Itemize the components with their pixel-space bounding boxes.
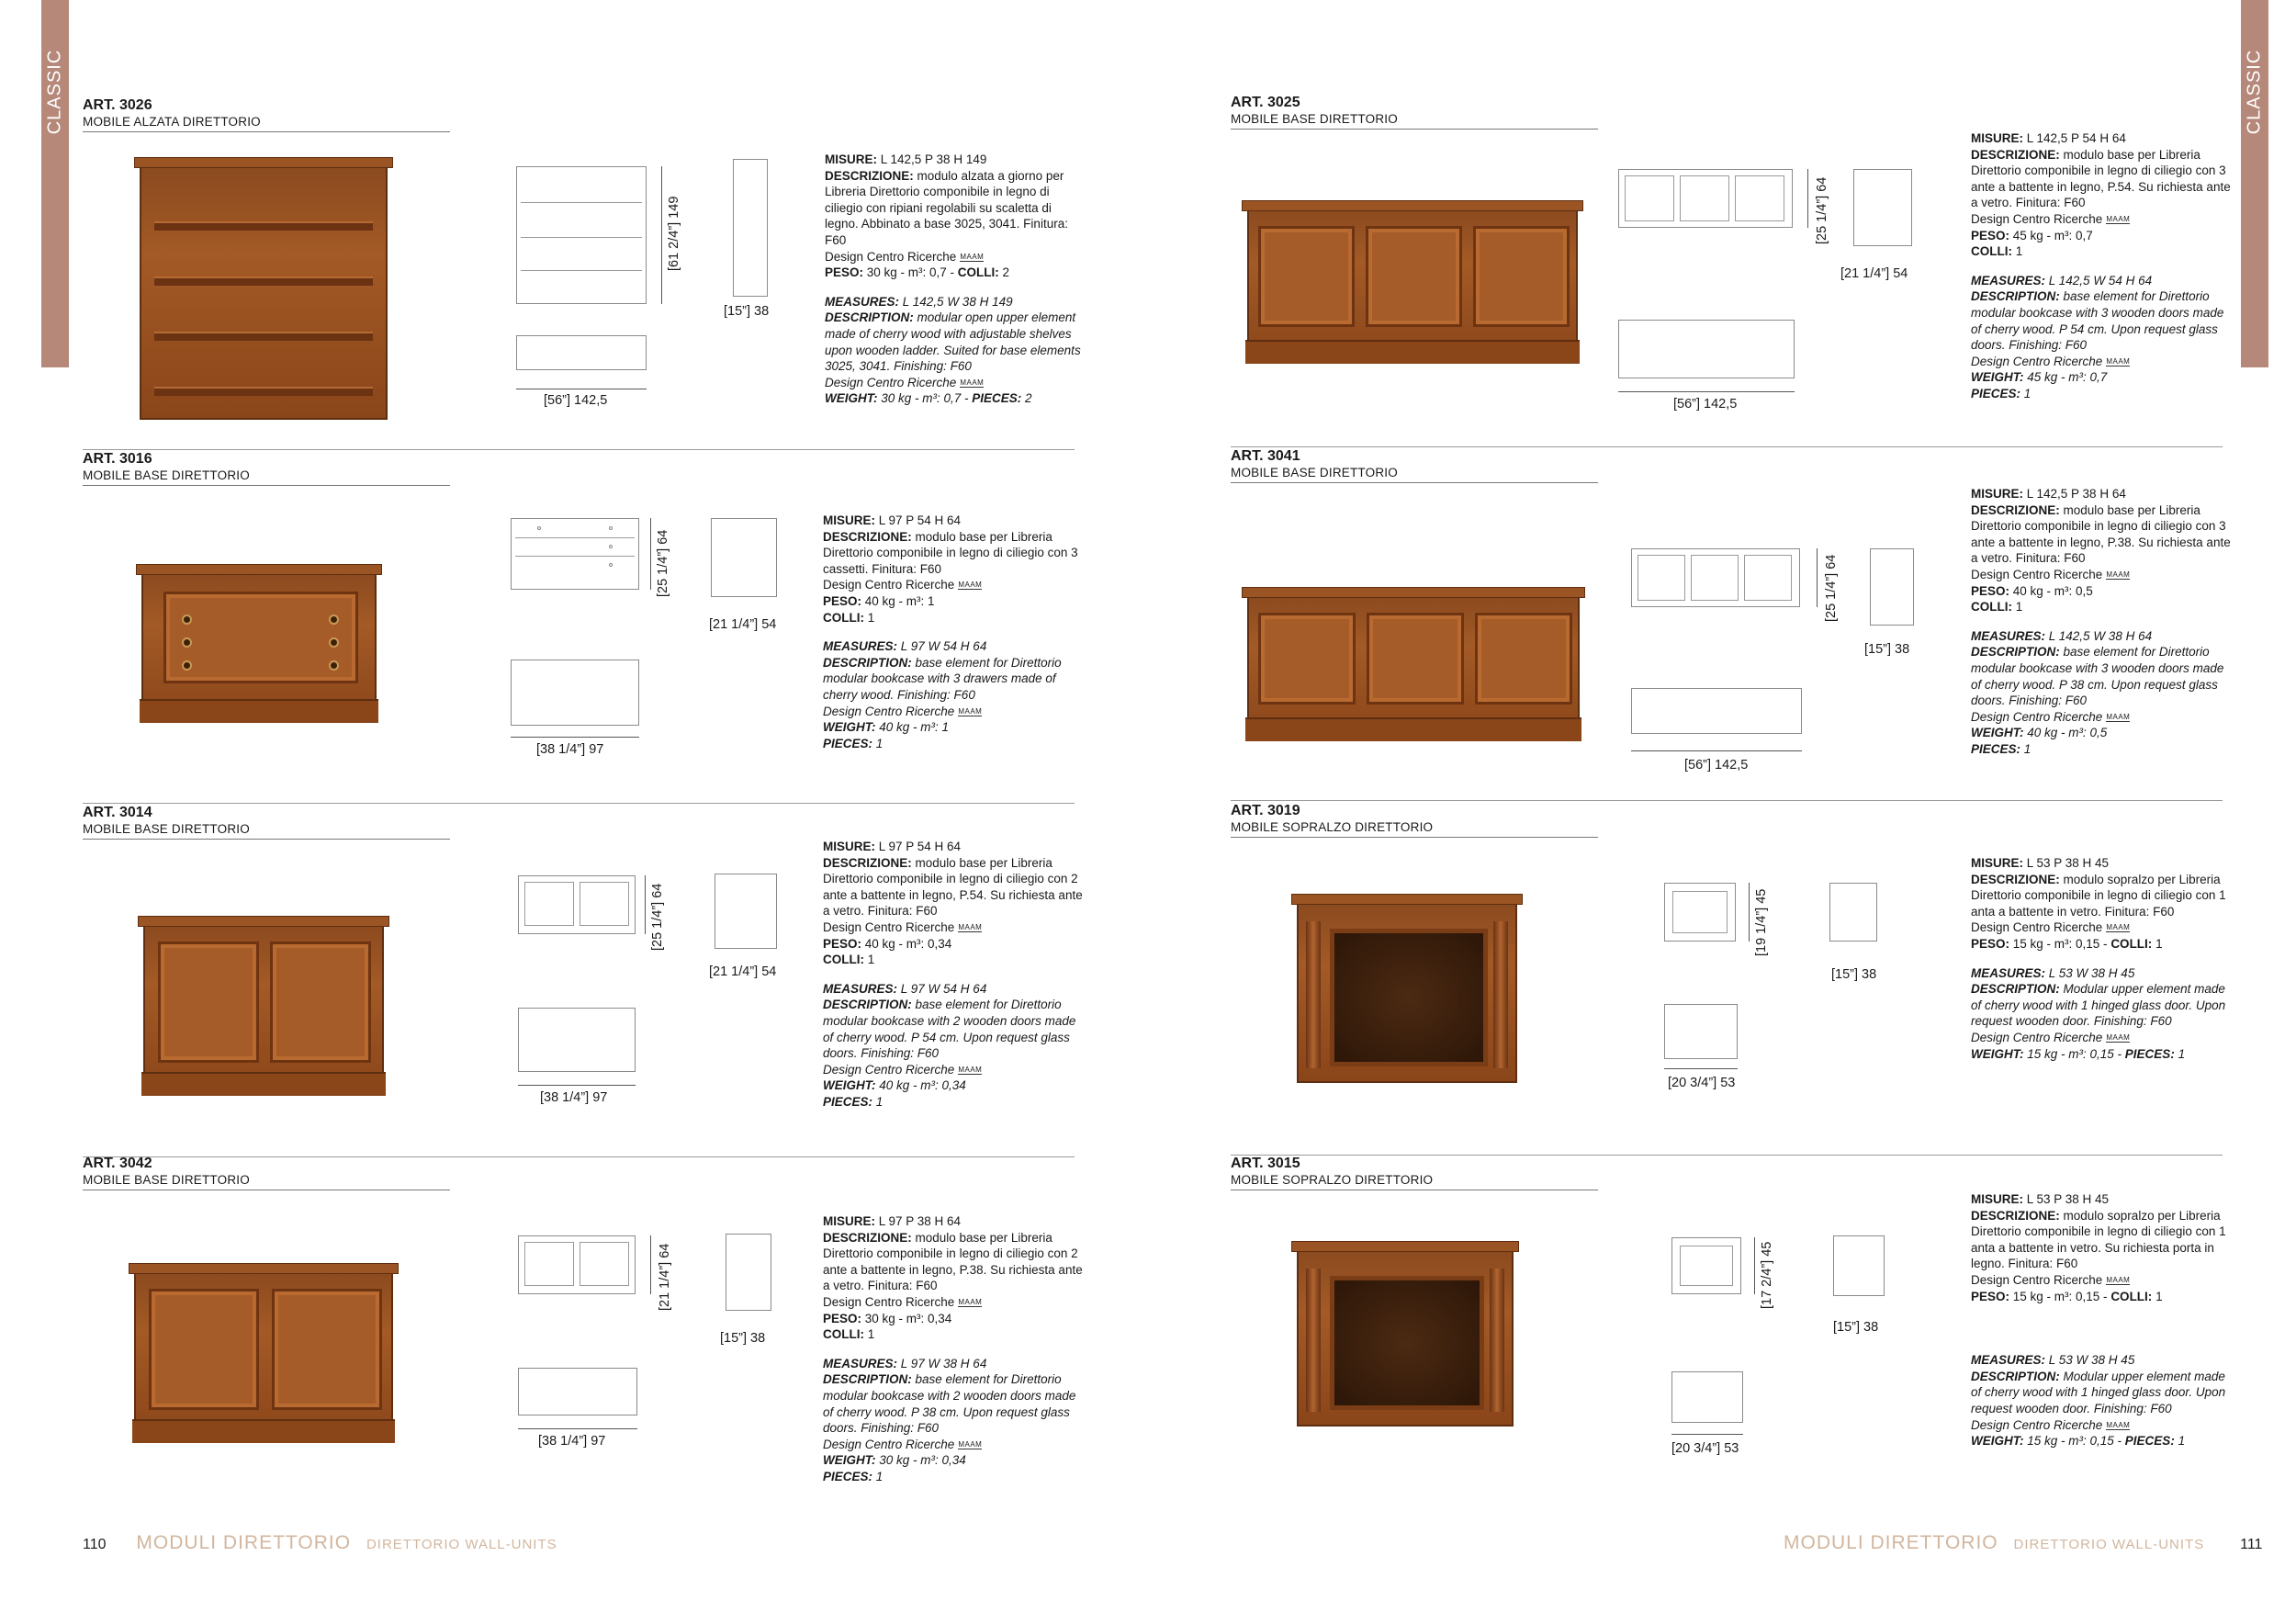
side-tab-left xyxy=(41,0,69,367)
front-drawing xyxy=(518,1235,636,1294)
top-drawing xyxy=(511,660,639,726)
width-dimension: [38 1/4”] 97 xyxy=(536,742,604,757)
product-3019 xyxy=(1231,802,2268,1156)
desc-italian: MISURE: L 142,5 P 38 H 149 DESCRIZIONE: modulo alzata a giorno per Libreria Direttorio componibile in legno di ciliegio con ripiani regolabili su scaletta di legno. Abbinato a base 3025, 3041. Finitura: F60 Design Centro Ricerche MAAM PESO: 30 kg - m³: 0,7 - COLLI: 2 xyxy=(825,152,1068,280)
maam-logo: MAAM xyxy=(2106,712,2131,721)
desc-english: MEASURES: L 53 W 38 H 45 DESCRIPTION: Modular upper element made of cherry wood with 1 hinged glass door. Upon request wooden door. Finishing: F60 Design Centro Ricerche MAAM WEIGHT: 15 kg - m³: 0,15 - PIECES: 1 xyxy=(1971,965,2226,1061)
article-number: ART. 3042 xyxy=(83,1156,152,1171)
article-number: ART. 3026 xyxy=(83,97,152,113)
maam-logo: MAAM xyxy=(2106,1032,2131,1042)
product-description xyxy=(1971,130,2233,402)
height-dimension: [25 1/4”] 64 xyxy=(656,529,670,597)
article-number: ART. 3015 xyxy=(1231,1156,1300,1171)
side-drawing xyxy=(1853,169,1912,246)
front-drawing xyxy=(1671,1237,1741,1294)
product-name: MOBILE SOPRALZO DIRETTORIO xyxy=(1231,1173,1434,1187)
product-3026 xyxy=(83,96,1120,450)
desc-italian: MISURE: L 97 P 54 H 64 DESCRIZIONE: modulo base per Libreria Direttorio componibile in legno di ciliegio con 2 ante a battente in legno, P.54. Su richiesta ante a vetro. Finitura: F60 Design Centro Ricerche MAAM PESO: 40 kg - m³: 0,34 COLLI: 1 xyxy=(823,840,1083,967)
maam-logo: MAAM xyxy=(2106,1275,2131,1284)
top-drawing xyxy=(1631,688,1802,734)
height-dimension: [25 1/4”] 64 xyxy=(650,883,665,951)
maam-logo: MAAM xyxy=(2106,214,2131,223)
desc-english: MEASURES: L 142,5 W 38 H 64 DESCRIPTION: base element for Direttorio modular bookcase with 3 wooden doors made of cherry wood. P 38 cm. Upon request glass doors. Finishing: F60 Design Centro Ricerche MAAM WEIGHT: 40 kg - m³: 0,5 PIECES: 1 xyxy=(1971,628,2224,756)
section-divider xyxy=(1231,800,2223,801)
product-description xyxy=(825,152,1086,407)
side-drawing xyxy=(715,874,777,949)
depth-dimension: [15”] 38 xyxy=(1864,642,1910,657)
product-name: MOBILE BASE DIRETTORIO xyxy=(83,822,250,836)
depth-dimension: [15”] 38 xyxy=(724,304,770,319)
desc-italian: MISURE: L 53 P 38 H 45 DESCRIZIONE: modulo sopralzo per Libreria Direttorio componibile in legno di ciliegio con 1 anta a battente in vetro. Finitura: F60 Design Centro Ricerche MAAM PESO: 15 kg - m³: 0,15 - COLLI: 1 xyxy=(1971,856,2226,951)
top-drawing xyxy=(1671,1371,1743,1423)
footer-title: MODULI DIRETTORIO xyxy=(1784,1532,1998,1553)
product-description xyxy=(823,839,1085,1111)
product-name: MOBILE BASE DIRETTORIO xyxy=(1231,466,1398,479)
side-drawing xyxy=(733,159,768,297)
footer-subtitle: DIRETTORIO WALL-UNITS xyxy=(366,1537,557,1552)
maam-logo: MAAM xyxy=(2106,923,2131,932)
height-dimension: [17 2/4”] 45 xyxy=(1760,1241,1774,1309)
product-3016 xyxy=(83,450,1120,804)
desc-italian: MISURE: L 142,5 P 54 H 64 DESCRIZIONE: modulo base per Libreria Direttorio componibile in legno di ciliegio con 3 ante a battente in legno, P.54. Su richiesta ante a vetro. Finitura: F60 Design Centro Ricerche MAAM PESO: 45 kg - m³: 0,7 COLLI: 1 xyxy=(1971,131,2231,259)
maam-logo: MAAM xyxy=(2106,1420,2131,1429)
product-header xyxy=(83,450,450,486)
width-dimension: [38 1/4”] 97 xyxy=(538,1434,606,1449)
product-3042 xyxy=(83,1155,1120,1508)
height-dimension: [25 1/4”] 64 xyxy=(1824,554,1839,622)
width-dimension: [20 3/4”] 53 xyxy=(1668,1076,1736,1090)
product-photo xyxy=(143,912,384,1096)
article-number: ART. 3041 xyxy=(1231,448,1300,464)
front-drawing xyxy=(516,166,647,304)
side-tab-label: CLASSIC xyxy=(2244,49,2265,135)
product-name: MOBILE SOPRALZO DIRETTORIO xyxy=(1231,820,1434,834)
desc-italian: MISURE: L 53 P 38 H 45 DESCRIZIONE: modulo sopralzo per Libreria Direttorio componibile in legno di ciliegio con 1 anta a battente in vetro. Su richiesta porta in legno. Finitura: F60 Design Centro Ricerche MAAM PESO: 15 kg - m³: 0,15 - COLLI: 1 xyxy=(1971,1192,2226,1303)
maam-logo: MAAM xyxy=(960,252,985,261)
front-drawing xyxy=(511,518,639,590)
maam-logo: MAAM xyxy=(2106,356,2131,366)
maam-logo: MAAM xyxy=(958,922,983,931)
front-drawing xyxy=(1618,169,1793,228)
top-drawing xyxy=(518,1008,636,1072)
product-name: MOBILE BASE DIRETTORIO xyxy=(83,468,250,482)
product-name: MOBILE BASE DIRETTORIO xyxy=(83,1173,250,1187)
product-header xyxy=(1231,94,1598,130)
front-drawing xyxy=(1631,548,1800,607)
footer-right xyxy=(1784,1532,2262,1554)
top-drawing xyxy=(1664,1004,1738,1059)
desc-italian: MISURE: L 142,5 P 38 H 64 DESCRIZIONE: modulo base per Libreria Direttorio componibile in legno di ciliegio con 3 ante a battente in legno, P.38. Su richiesta ante a vetro. Finitura: F60 Design Centro Ricerche MAAM PESO: 40 kg - m³: 0,5 COLLI: 1 xyxy=(1971,487,2231,615)
side-tab-label: CLASSIC xyxy=(44,49,65,135)
side-drawing xyxy=(1833,1235,1885,1296)
product-description xyxy=(1971,855,2233,1062)
desc-english: MEASURES: L 142,5 W 38 H 149 DESCRIPTION: modular open upper element made of cherry wood with adjustable shelves upon wooden ladder. Suited for base elements 3025, 3041. Finishing: F60 Design Centro Ricerche MAAM WEIGHT: 30 kg - m³: 0,7 - PIECES: 2 xyxy=(825,294,1081,406)
article-number: ART. 3025 xyxy=(1231,95,1300,110)
width-dimension: [38 1/4”] 97 xyxy=(540,1090,608,1105)
page-number: 111 xyxy=(2240,1537,2263,1552)
width-dimension: [56”] 142,5 xyxy=(1684,758,1749,773)
product-name: MOBILE BASE DIRETTORIO xyxy=(1231,112,1398,126)
maam-logo: MAAM xyxy=(958,581,983,590)
product-header xyxy=(1231,1155,1598,1190)
depth-dimension: [15”] 38 xyxy=(720,1331,766,1346)
desc-italian: MISURE: L 97 P 38 H 64 DESCRIZIONE: modulo base per Libreria Direttorio componibile in legno di ciliegio con 2 ante a battente in legno, P.38. Su richiesta ante a vetro. Finitura: F60 Design Centro Ricerche MAAM PESO: 30 kg - m³: 0,34 COLLI: 1 xyxy=(823,1214,1083,1342)
desc-italian: MISURE: L 97 P 54 H 64 DESCRIZIONE: modulo base per Libreria Direttorio componibile in legno di ciliegio con 3 cassetti. Finitura: F60 Design Centro Ricerche MAAM PESO: 40 kg - m³: 1 COLLI: 1 xyxy=(823,513,1078,625)
desc-english: MEASURES: L 53 W 38 H 45 DESCRIPTION: Modular upper element made of cherry wood with 1 hinged glass door. Upon request wooden door. Finishing: F60 Design Centro Ricerche MAAM WEIGHT: 15 kg - m³: 0,15 - PIECES: 1 xyxy=(1971,1353,2226,1449)
width-dimension: [56”] 142,5 xyxy=(1673,397,1738,412)
product-3041 xyxy=(1231,447,2268,801)
article-number: ART. 3014 xyxy=(83,805,152,820)
desc-english: MEASURES: L 97 W 38 H 64 DESCRIPTION: base element for Direttorio modular bookcase with 2 wooden doors made of cherry wood. P 38 cm. Upon request glass doors. Finishing: F60 Design Centro Ricerche MAAM WEIGHT: 30 kg - m³: 0,34 PIECES: 1 xyxy=(823,1356,1076,1483)
maam-logo: MAAM xyxy=(958,1439,983,1449)
product-3015 xyxy=(1231,1155,2268,1508)
product-photo xyxy=(1297,890,1517,1083)
product-name: MOBILE ALZATA DIRETTORIO xyxy=(83,115,261,129)
desc-english: MEASURES: L 142,5 W 54 H 64 DESCRIPTION: base element for Direttorio modular bookcase with 3 wooden doors made of cherry wood. P 54 cm. Upon request glass doors. Finishing: F60 Design Centro Ricerche MAAM WEIGHT: 45 kg - m³: 0,7 PIECES: 1 xyxy=(1971,273,2224,400)
footer-subtitle: DIRETTORIO WALL-UNITS xyxy=(2013,1537,2205,1552)
product-header xyxy=(83,804,450,840)
product-header xyxy=(83,96,450,132)
product-description xyxy=(823,1213,1085,1485)
product-photo xyxy=(1247,197,1578,362)
desc-english: MEASURES: L 97 W 54 H 64 DESCRIPTION: base element for Direttorio modular bookcase with 3 drawers made of cherry wood. Finishing: F60 Design Centro Ricerche MAAM WEIGHT: 40 kg - m³: 1 PIECES: 1 xyxy=(823,639,1062,750)
footer-left xyxy=(83,1532,557,1554)
maam-logo: MAAM xyxy=(2106,570,2131,579)
product-photo xyxy=(140,153,388,420)
height-dimension: [25 1/4”] 64 xyxy=(1815,176,1829,244)
depth-dimension: [21 1/4”] 54 xyxy=(709,964,777,979)
top-drawing xyxy=(518,1368,637,1415)
depth-dimension: [21 1/4”] 54 xyxy=(1840,266,1908,281)
top-drawing xyxy=(1618,320,1795,378)
product-photo xyxy=(1247,583,1580,739)
side-drawing xyxy=(711,518,777,597)
maam-logo: MAAM xyxy=(958,706,983,716)
top-drawing xyxy=(516,335,647,370)
product-header xyxy=(1231,802,1598,838)
article-number: ART. 3019 xyxy=(1231,803,1300,818)
maam-logo: MAAM xyxy=(958,1297,983,1306)
width-dimension: [56”] 142,5 xyxy=(544,393,608,408)
product-photo xyxy=(134,1259,393,1443)
side-drawing xyxy=(1870,548,1914,626)
desc-english: MEASURES: L 97 W 54 H 64 DESCRIPTION: base element for Direttorio modular bookcase with 2 wooden doors made of cherry wood. P 54 cm. Upon request glass doors. Finishing: F60 Design Centro Ricerche MAAM WEIGHT: 40 kg - m³: 0,34 PIECES: 1 xyxy=(823,981,1076,1109)
product-description xyxy=(1971,1191,2233,1449)
page-number: 110 xyxy=(83,1537,107,1552)
footer-title: MODULI DIRETTORIO xyxy=(136,1532,352,1553)
side-drawing xyxy=(1829,883,1877,942)
product-3014 xyxy=(83,804,1120,1157)
maam-logo: MAAM xyxy=(958,1065,983,1074)
front-drawing xyxy=(518,875,636,934)
product-description xyxy=(1971,486,2233,758)
product-header xyxy=(83,1155,450,1190)
height-dimension: [61 2/4”] 149 xyxy=(667,196,681,271)
product-photo xyxy=(141,560,377,721)
height-dimension: [21 1/4”] 64 xyxy=(658,1243,672,1311)
height-dimension: [19 1/4”] 45 xyxy=(1754,888,1769,956)
depth-dimension: [15”] 38 xyxy=(1831,967,1877,982)
width-dimension: [20 3/4”] 53 xyxy=(1671,1441,1739,1456)
product-photo xyxy=(1297,1237,1514,1427)
maam-logo: MAAM xyxy=(960,378,985,387)
side-drawing xyxy=(726,1234,771,1311)
front-drawing xyxy=(1664,883,1736,942)
depth-dimension: [15”] 38 xyxy=(1833,1320,1879,1335)
article-number: ART. 3016 xyxy=(83,451,152,467)
product-header xyxy=(1231,447,1598,483)
product-3025 xyxy=(1231,94,2268,447)
depth-dimension: [21 1/4”] 54 xyxy=(709,617,777,632)
product-description xyxy=(823,513,1085,751)
